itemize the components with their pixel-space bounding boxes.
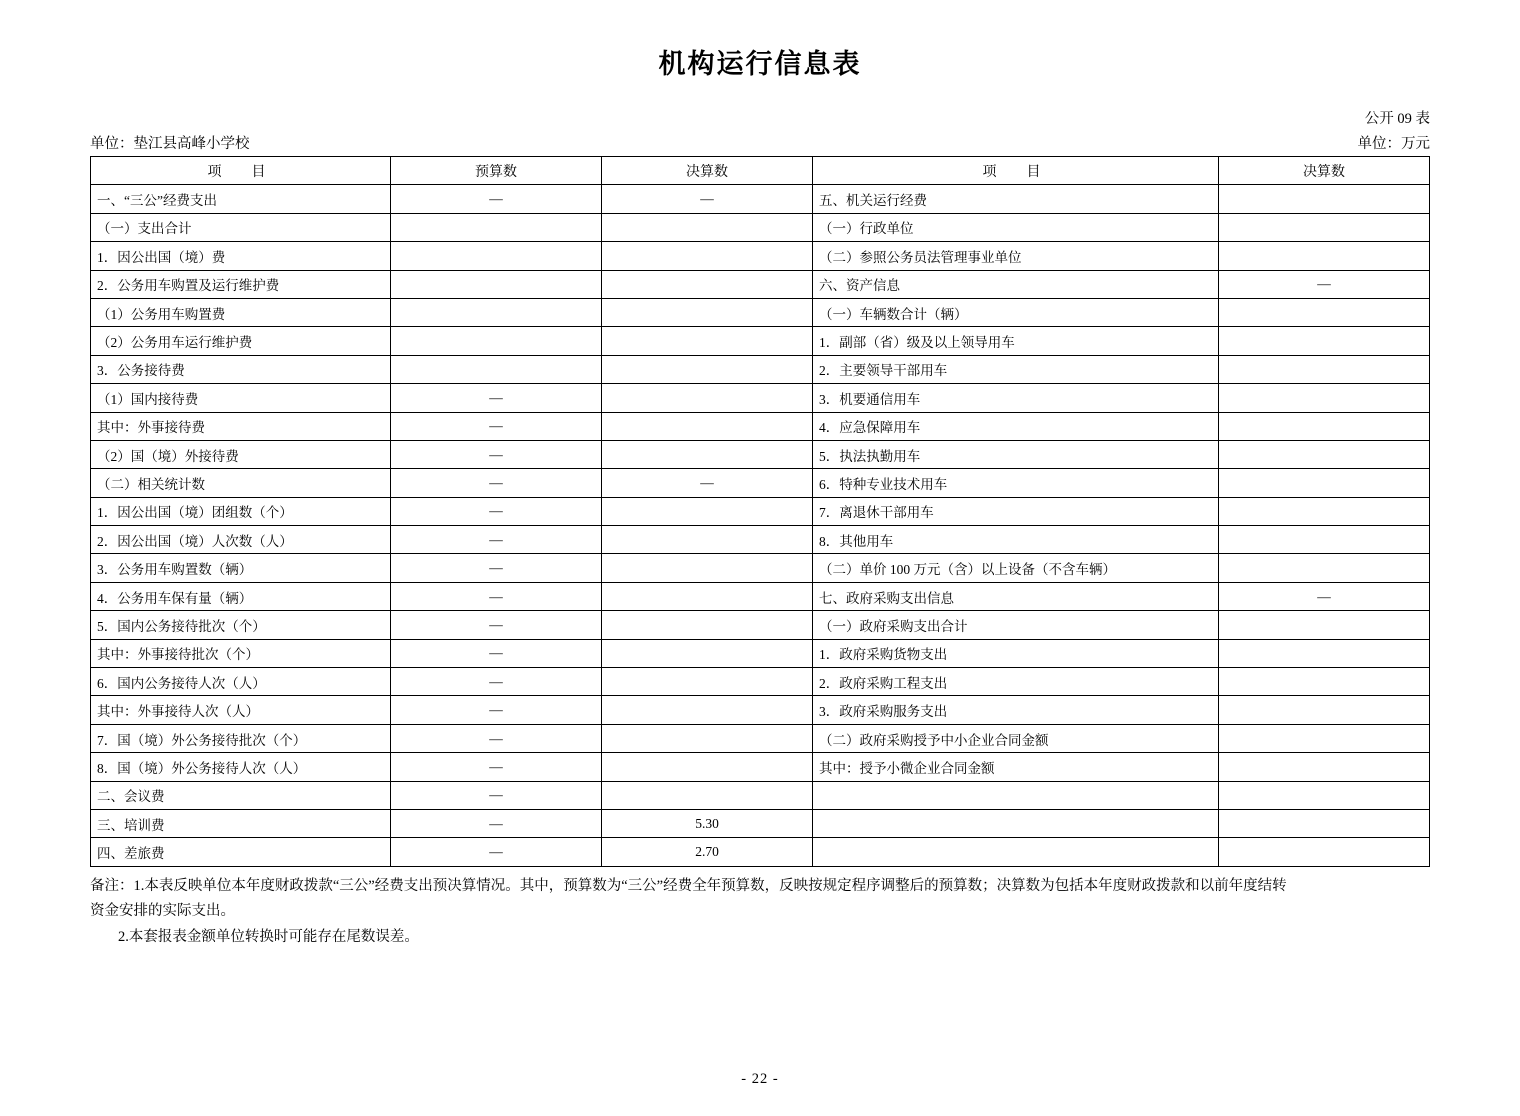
row-final-value <box>602 753 813 781</box>
row-right-final-value <box>1219 526 1430 554</box>
row-final-value <box>602 724 813 752</box>
row-right-final-value <box>1219 809 1430 837</box>
row-budget-value: — <box>391 185 602 213</box>
row-right-final-value <box>1219 611 1430 639</box>
row-left-item: （2）国（境）外接待费 <box>91 440 391 468</box>
row-final-value <box>602 412 813 440</box>
row-budget-value: — <box>391 838 602 866</box>
row-budget-value: — <box>391 384 602 412</box>
row-right-item: 2．主要领导干部用车 <box>813 355 1219 383</box>
row-final-value <box>602 242 813 270</box>
row-final-value <box>602 668 813 696</box>
table-row <box>91 809 1430 837</box>
row-left-item: 2．公务用车购置及运行维护费 <box>91 270 391 298</box>
row-left-item: 一、“三公”经费支出 <box>91 185 391 213</box>
row-left-item: （1）国内接待费 <box>91 384 391 412</box>
row-right-item: 3．机要通信用车 <box>813 384 1219 412</box>
row-final-value <box>602 355 813 383</box>
row-right-item: 6．特种专业技术用车 <box>813 469 1219 497</box>
row-left-item: （一）支出合计 <box>91 213 391 241</box>
row-right-final-value <box>1219 497 1430 525</box>
table-row <box>91 384 1430 412</box>
table-row <box>91 185 1430 213</box>
row-right-item: （一）政府采购支出合计 <box>813 611 1219 639</box>
row-right-final-value <box>1219 412 1430 440</box>
row-left-item: 8．国（境）外公务接待人次（人） <box>91 753 391 781</box>
table-row <box>91 327 1430 355</box>
note-1: 备注：1.本表反映单位本年度财政拨款“三公”经费支出预决算情况。其中，预算数为“三公”经费全年预算数，反映按规定程序调整后的预算数；决算数为包括本年度财政拨款和以前年度结转 <box>90 877 1287 894</box>
institution-operation-table <box>90 156 1430 867</box>
row-right-final-value <box>1219 639 1430 667</box>
row-left-item: 3．公务用车购置数（辆） <box>91 554 391 582</box>
row-right-item: 七、政府采购支出信息 <box>813 582 1219 610</box>
row-budget-value <box>391 213 602 241</box>
page-title: 机构运行信息表 <box>658 49 862 79</box>
row-budget-value: — <box>391 753 602 781</box>
row-right-item: 其中：授予小微企业合同金额 <box>813 753 1219 781</box>
row-final-value <box>602 384 813 412</box>
row-right-item: （一）行政单位 <box>813 213 1219 241</box>
row-budget-value: — <box>391 809 602 837</box>
row-right-item: （二）单价 100 万元（含）以上设备（不含车辆） <box>813 554 1219 582</box>
row-final-value: 2.70 <box>602 838 813 866</box>
row-left-item: 四、差旅费 <box>91 838 391 866</box>
row-final-value: — <box>602 185 813 213</box>
table-row <box>91 611 1430 639</box>
row-right-item: （二）政府采购授予中小企业合同金额 <box>813 724 1219 752</box>
row-right-final-value <box>1219 668 1430 696</box>
row-budget-value: — <box>391 497 602 525</box>
row-final-value <box>602 639 813 667</box>
row-budget-value: — <box>391 724 602 752</box>
header-right-item: 项 目 <box>813 157 1219 185</box>
row-final-value <box>602 696 813 724</box>
table-row <box>91 668 1430 696</box>
row-budget-value: — <box>391 639 602 667</box>
table-row <box>91 440 1430 468</box>
row-left-item: 其中：外事接待批次（个） <box>91 639 391 667</box>
row-right-item: 1．政府采购货物支出 <box>813 639 1219 667</box>
row-right-final-value <box>1219 185 1430 213</box>
table-row <box>91 724 1430 752</box>
row-left-item: 其中：外事接待费 <box>91 412 391 440</box>
table-row <box>91 838 1430 866</box>
row-right-item: 7．离退休干部用车 <box>813 497 1219 525</box>
row-final-value: — <box>602 469 813 497</box>
table-row <box>91 412 1430 440</box>
table-row <box>91 753 1430 781</box>
row-right-final-value: — <box>1219 270 1430 298</box>
row-left-item: 二、会议费 <box>91 781 391 809</box>
row-final-value <box>602 582 813 610</box>
row-budget-value: — <box>391 781 602 809</box>
row-right-item: 4．应急保障用车 <box>813 412 1219 440</box>
row-right-final-value <box>1219 838 1430 866</box>
row-left-item: （1）公务用车购置费 <box>91 298 391 326</box>
row-left-item: 1．因公出国（境）费 <box>91 242 391 270</box>
row-right-item <box>813 809 1219 837</box>
unit-label: 单位：垫江县高峰小学校 <box>90 136 250 152</box>
header-budget: 预算数 <box>391 157 602 185</box>
row-right-final-value <box>1219 384 1430 412</box>
header-final: 决算数 <box>602 157 813 185</box>
table-row <box>91 781 1430 809</box>
row-right-item: 8．其他用车 <box>813 526 1219 554</box>
row-final-value <box>602 327 813 355</box>
row-left-item: 5．国内公务接待批次（个） <box>91 611 391 639</box>
note-2: 2.本套报表金额单位转换时可能存在尾数误差。 <box>118 928 419 945</box>
row-right-final-value <box>1219 469 1430 497</box>
row-budget-value: — <box>391 554 602 582</box>
row-right-item: 3．政府采购服务支出 <box>813 696 1219 724</box>
table-row <box>91 696 1430 724</box>
table-header-row <box>91 157 1430 185</box>
row-final-value <box>602 270 813 298</box>
row-final-value <box>602 497 813 525</box>
row-right-final-value <box>1219 327 1430 355</box>
row-budget-value <box>391 355 602 383</box>
row-budget-value <box>391 327 602 355</box>
table-body <box>91 185 1430 866</box>
row-budget-value: — <box>391 469 602 497</box>
row-right-final-value <box>1219 696 1430 724</box>
header-right-final: 决算数 <box>1219 157 1430 185</box>
table-row <box>91 554 1430 582</box>
table-row <box>91 469 1430 497</box>
row-right-item: 六、资产信息 <box>813 270 1219 298</box>
meta-row <box>90 132 1430 153</box>
row-left-item: （2）公务用车运行维护费 <box>91 327 391 355</box>
row-left-item: 其中：外事接待人次（人） <box>91 696 391 724</box>
row-budget-value: — <box>391 668 602 696</box>
row-budget-value: — <box>391 412 602 440</box>
document-page <box>0 42 1520 1116</box>
table-row <box>91 270 1430 298</box>
row-right-item: 2．政府采购工程支出 <box>813 668 1219 696</box>
note-1-continued: 资金安排的实际支出。 <box>90 903 235 920</box>
row-budget-value: — <box>391 611 602 639</box>
row-right-final-value <box>1219 724 1430 752</box>
row-right-item <box>813 781 1219 809</box>
row-budget-value <box>391 242 602 270</box>
row-final-value <box>602 611 813 639</box>
row-left-item: 1．因公出国（境）团组数（个） <box>91 497 391 525</box>
row-right-final-value: — <box>1219 582 1430 610</box>
row-left-item: 3．公务接待费 <box>91 355 391 383</box>
row-right-final-value <box>1219 355 1430 383</box>
row-right-item: 1．副部（省）级及以上领导用车 <box>813 327 1219 355</box>
row-final-value <box>602 526 813 554</box>
row-budget-value: — <box>391 696 602 724</box>
row-left-item: 7．国（境）外公务接待批次（个） <box>91 724 391 752</box>
row-budget-value: — <box>391 440 602 468</box>
page-number: - 22 - <box>741 1071 779 1087</box>
table-row <box>91 355 1430 383</box>
row-right-item: 5．执法执勤用车 <box>813 440 1219 468</box>
notes-block <box>90 874 1430 950</box>
row-right-final-value <box>1219 440 1430 468</box>
row-right-final-value <box>1219 753 1430 781</box>
row-right-final-value <box>1219 242 1430 270</box>
row-final-value: 5.30 <box>602 809 813 837</box>
table-row <box>91 526 1430 554</box>
header-left-item: 项 目 <box>91 157 391 185</box>
row-final-value <box>602 298 813 326</box>
amount-unit-label: 单位：万元 <box>1357 136 1430 152</box>
row-budget-value: — <box>391 526 602 554</box>
row-final-value <box>602 781 813 809</box>
table-row <box>91 582 1430 610</box>
row-right-item: （二）参照公务员法管理事业单位 <box>813 242 1219 270</box>
table-row <box>91 639 1430 667</box>
row-left-item: 4．公务用车保有量（辆） <box>91 582 391 610</box>
table-row <box>91 242 1430 270</box>
table-row <box>91 497 1430 525</box>
row-final-value <box>602 213 813 241</box>
row-right-final-value <box>1219 554 1430 582</box>
row-left-item: 6．国内公务接待人次（人） <box>91 668 391 696</box>
row-right-item: （一）车辆数合计（辆） <box>813 298 1219 326</box>
row-right-final-value <box>1219 213 1430 241</box>
row-final-value <box>602 440 813 468</box>
row-right-final-value <box>1219 781 1430 809</box>
table-row <box>91 213 1430 241</box>
row-left-item: 三、培训费 <box>91 809 391 837</box>
row-right-final-value <box>1219 298 1430 326</box>
form-code: 公开 09 表 <box>1364 111 1430 127</box>
row-budget-value <box>391 298 602 326</box>
row-final-value <box>602 554 813 582</box>
row-right-item <box>813 838 1219 866</box>
row-left-item: 2．因公出国（境）人次数（人） <box>91 526 391 554</box>
table-row <box>91 298 1430 326</box>
row-left-item: （二）相关统计数 <box>91 469 391 497</box>
row-budget-value <box>391 270 602 298</box>
row-right-item: 五、机关运行经费 <box>813 185 1219 213</box>
row-budget-value: — <box>391 582 602 610</box>
